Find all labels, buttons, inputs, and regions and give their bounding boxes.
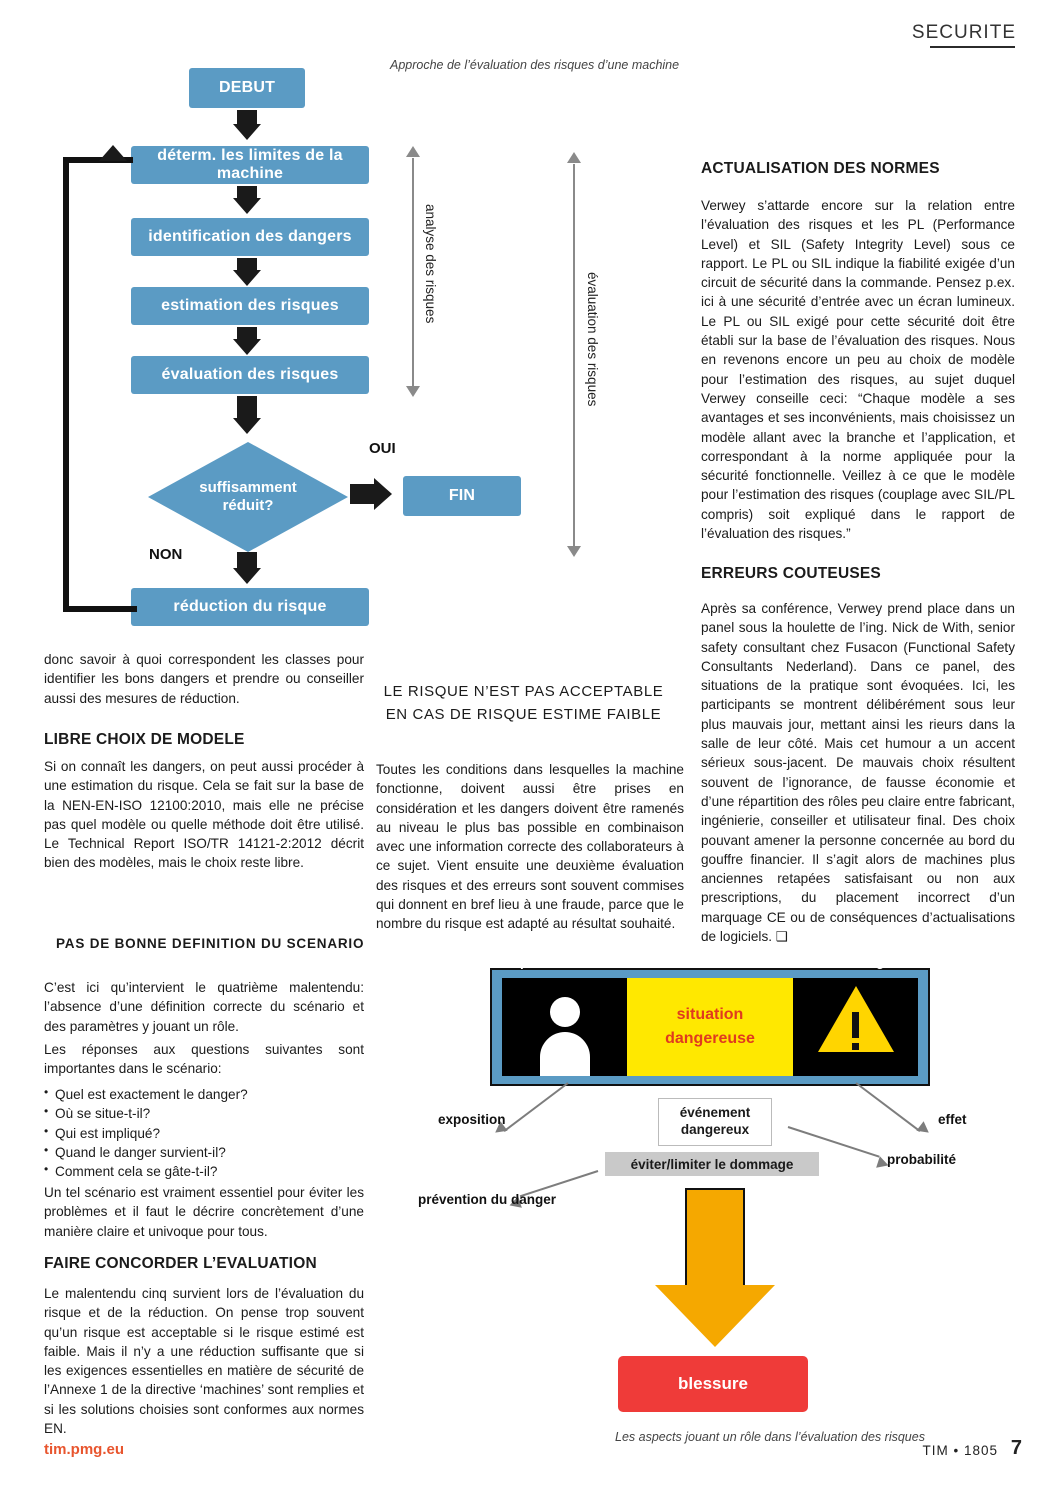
- label-event-line1: événement: [679, 1105, 751, 1121]
- analysis-bracket-label: analyse des risques: [423, 204, 438, 324]
- arrow-head-icon: [233, 418, 261, 434]
- loop-arrow-head-icon: [99, 145, 127, 161]
- footer-issue: TIM • 1805: [922, 1443, 998, 1458]
- analysis-bracket-bar: [412, 158, 414, 386]
- pull-quote-line2: EN CAS DE RISQUE ESTIME FAIBLE: [385, 705, 662, 723]
- heading-faire-concorder: FAIRE CONCORDER L’EVALUATION: [44, 1255, 317, 1272]
- list-item: • Comment cela se gâte-t-il?: [44, 1162, 364, 1181]
- flow-node-start: DEBUT: [189, 68, 305, 108]
- scenario-body-1: C’est ici qu’intervient le quatrième malentendu: l’absence d’une définition correcte du scénario et des paramètres y jouant un rôle.: [44, 980, 364, 1034]
- faire-concorder-body: Le malentendu cinq survient lors de l’évaluation du risque et de la réduction. On pense trop souvent qu’un risque est acceptable si le risque estimé est faible. Mais il n’y a une réduction suffisante que si les exigences essentielles en matière de sécurité de l’Annexe 1 de la directive ‘machines’ sont remplies et si les solutions choisies sont conformes aux normes EN.: [44, 1286, 364, 1437]
- flowchart-caption: Approche de l’évaluation des risques d’une machine: [390, 58, 680, 72]
- flow-node-estimation: estimation des risques: [131, 287, 369, 325]
- evaluation-bracket-cap-top: [567, 152, 581, 163]
- left-intro-paragraph: donc savoir à quoi correspondent les classes pour identifier les bons dangers et prendre ou conseiller aussi des mesures de réduction.: [44, 652, 364, 706]
- list-item: • Quand le danger survient-il?: [44, 1143, 364, 1162]
- effet-leader-arrow-icon: [916, 1121, 932, 1137]
- heading-libre-choix: LIBRE CHOIX DE MODELE: [44, 731, 245, 748]
- analysis-bracket-cap-bottom: [406, 386, 420, 397]
- list-item: • Où se situe-t-il?: [44, 1104, 364, 1123]
- list-item: • Qui est impliqué?: [44, 1124, 364, 1143]
- header-rule: [930, 46, 1015, 48]
- arrow-head-icon: [374, 478, 392, 510]
- heading-actualisation: ACTUALISATION DES NORMES: [701, 160, 940, 177]
- footer-page-number: 7: [1010, 1437, 1022, 1459]
- risk-aspects-diagram: [400, 954, 1030, 1444]
- scenario-questions-list: [44, 1085, 364, 1181]
- heading-erreurs: ERREURS COUTEUSES: [701, 565, 881, 582]
- label-event-line2: dangereux: [680, 1122, 750, 1137]
- label-situation-line2: dangereuse: [665, 1030, 755, 1047]
- flow-node-limits: déterm. les limites de la machine: [131, 146, 369, 184]
- flow-node-end: FIN: [403, 476, 521, 516]
- arrow-head-icon: [233, 198, 261, 214]
- flow-node-identification: identification des dangers: [131, 218, 369, 256]
- big-down-arrow-icon: [655, 1188, 775, 1348]
- flow-node-reduction: réduction du risque: [131, 588, 369, 626]
- label-presence: présence: [520, 954, 580, 969]
- exposition-leader-line: [504, 1082, 569, 1132]
- warning-exclamation-icon: [852, 1012, 859, 1038]
- dangerous-situation-box: [627, 978, 793, 1076]
- flow-label-yes: OUI: [369, 440, 396, 457]
- evaluation-bracket-cap-bottom: [567, 546, 581, 557]
- arrow-stem: [237, 396, 257, 420]
- scenario-body-2: Les réponses aux questions suivantes sont importantes dans le scénario:: [44, 1042, 364, 1077]
- list-item: • Quel est exactement le danger?: [44, 1085, 364, 1104]
- arrow-head-shape: [655, 1285, 775, 1347]
- scenario-body-3: Un tel scénario est vraiment essentiel pour éviter les problèmes et il faut le décrire concrètement d’une manière claire et univoque pour tous.: [44, 1185, 364, 1239]
- flow-node-evaluation: évaluation des risques: [131, 356, 369, 394]
- dangerous-event-box: [658, 1098, 772, 1146]
- arrow-stem: [350, 484, 376, 504]
- decision-label-line2: réduit?: [222, 497, 274, 514]
- person-head-icon: [550, 997, 580, 1027]
- arrow-head-icon: [233, 339, 261, 355]
- label-situation-line1: situation: [676, 1006, 744, 1023]
- heading-pas-de-bonne-definition: PAS DE BONNE DEFINITION DU SCENARIO: [56, 936, 365, 951]
- arrow-head-icon: [233, 270, 261, 286]
- analysis-bracket-cap-top: [406, 146, 420, 157]
- arrow-head-icon: [233, 124, 261, 140]
- diagram-caption: Les aspects jouant un rôle dans l’évaluation des risques: [615, 1430, 925, 1444]
- arrow-stem-shape: [685, 1188, 745, 1286]
- decision-label: [148, 442, 348, 552]
- flow-label-no: NON: [149, 546, 183, 563]
- arrow-head-icon: [233, 568, 261, 584]
- label-prevention: prévention du danger: [418, 1192, 557, 1207]
- middle-column-body: Toutes les conditions dans lesquelles la machine fonctionne, doivent aussi être prises en considération et les dangers doivent être ramenés au niveau le plus bas possible en combinaison avec une information correcte des collaborateurs à ce sujet. Vient ensuite une deuxième évaluation des risques et des erreurs sont souvent commises qui donnent en bref lieu à une fraude, parce que le nombre du risque est adapté au résultat souhaité.: [376, 762, 684, 932]
- actualisation-body: Verwey s’attarde encore sur la relation entre l’évaluation des risques et les PL (Performance Level) et SIL (Safety Integrity Level) sous ce rapport. Le PL ou SIL indique la fiabilité exigée d’un circuit de sécurité dans la commande. Pensez p.ex. ici à une sécurité d’entrée avec un écran lumineux. Le PL ou SIL exigé pour cette sécurité doit être établi sur la base de l’évaluation des risques. Nous en revenons encore un peu au choix de modèle pour l’estimation des risques, au sujet duquel Verwey conseille ceci: “Chaque modèle a ses avantages et ses inconvénients, mais choisissez un modèle allant avec la branche et l’application, et correspondant à la norme appliquée pour la sécurité fonctionnelle. Veillez à ce que le modèle pour l’estimation des risques (couplage avec SIL/PL compris) soit expliqué dans le rapport de l’évaluation des risques.”: [701, 198, 1015, 542]
- libre-choix-body: Si on connaît les dangers, on peut aussi procéder à une estimation du risque. Cela se fait sur la base de la NEN-EN-ISO 12100:2010, mais elle ne précise pas quel modèle ou quelle méthode doit être utilisé. Le Technical Report ISO/TR 14121-2:2012 décrit bien des modèles, mais le choix reste libre.: [44, 759, 364, 871]
- footer-website[interactable]: tim.pmg.eu: [44, 1441, 125, 1458]
- loop-segment-left: [63, 157, 69, 612]
- injury-box: blessure: [618, 1356, 808, 1412]
- person-body-icon: [540, 1032, 590, 1076]
- warning-exclamation-dot-icon: [852, 1043, 859, 1050]
- evaluation-bracket-bar: [573, 164, 575, 546]
- pull-quote: [376, 681, 671, 726]
- flow-node-decision: [148, 442, 348, 552]
- decision-label-line1: suffisamment: [199, 479, 297, 496]
- avoid-limit-damage-box: éviter/limiter le dommage: [605, 1152, 819, 1176]
- erreurs-body: Après sa conférence, Verwey prend place dans un panel sous la houlette de l’ing. Nick de With, senior safety consultant chez Fusacon (Functional Safety Consultants Nederland). Dans ce panel, des situations de la pratique sont évoquées. Ici, les participants se montrent délibérément sous leur plus mauvais jour, mettant ainsi les rieurs dans la salle de leur côté. Mais cet humour a un accent sérieux sous-jacent. De mauvais choix résultent souvent de l’ignorance, de fausse économie et d’une répartition des rôles peu claire entre fabricant, ingénierie, conseiller et utilisateur final. Des choix pouvant amener la personne concernée au bord du gouffre financier. Il s’agit alors de machines plus anciennes retapées satisfaisant ou non aux prescriptions, du placement incorrect d’un marquage CE ou de conséquences d’actualisations de logiciels. ❑: [701, 601, 1015, 945]
- label-effet: effet: [938, 1112, 967, 1127]
- evaluation-bracket-label: évaluation des risques: [585, 272, 600, 407]
- label-exposition: exposition: [438, 1112, 506, 1127]
- pull-quote-line1: LE RISQUE N’EST PAS ACCEPTABLE: [383, 683, 664, 700]
- page-header-title: SECURITE: [911, 22, 1016, 43]
- loop-segment-bottom: [63, 606, 137, 612]
- label-zone-de-danger: zone de danger: [798, 954, 898, 969]
- label-probabilite: probabilité: [887, 1152, 957, 1167]
- effet-leader-line: [855, 1082, 920, 1132]
